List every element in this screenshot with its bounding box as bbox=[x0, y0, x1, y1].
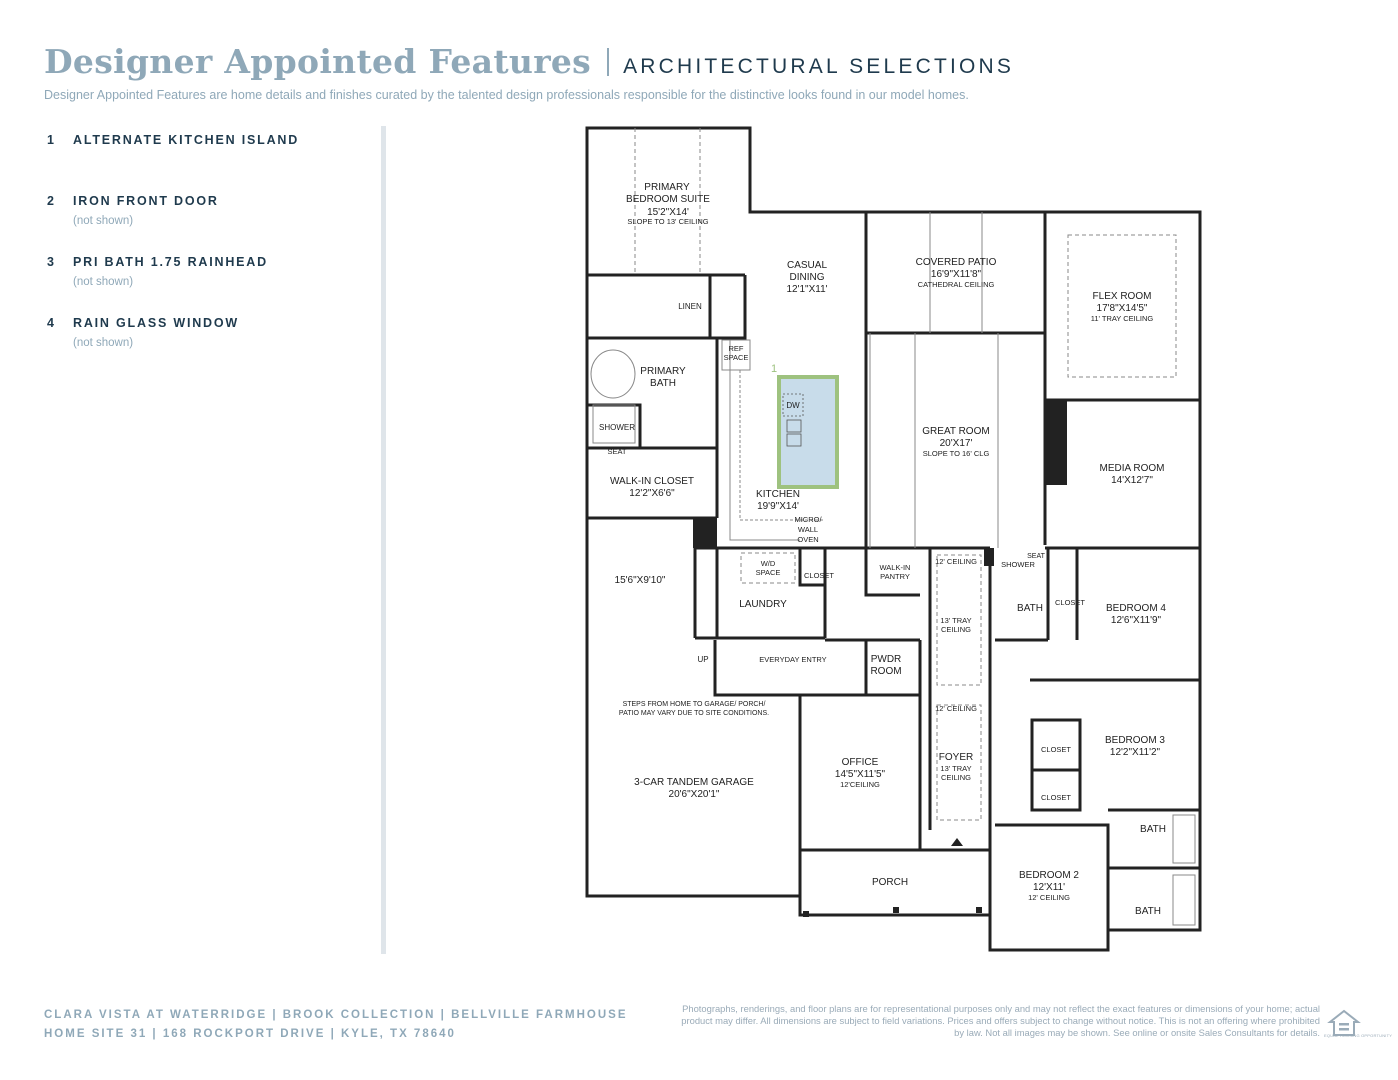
label: CEILING bbox=[940, 773, 972, 782]
feature-number: 3 bbox=[47, 255, 56, 269]
label: UP bbox=[697, 655, 709, 664]
room-name: BATH bbox=[1017, 603, 1043, 614]
room-dims: 12'X11' bbox=[1033, 882, 1065, 893]
footer-homesite: HOME SITE 31 | 168 ROCKPORT DRIVE | KYLE, TX 78640 bbox=[44, 1028, 456, 1040]
room-name: ROOM bbox=[870, 666, 902, 677]
label: SHOWER bbox=[599, 423, 635, 432]
page-title: Designer Appointed Features bbox=[44, 42, 592, 81]
feature-number: 4 bbox=[47, 316, 56, 330]
room-name: BATH bbox=[1140, 824, 1166, 835]
room-name: BEDROOM 2 bbox=[1018, 870, 1080, 881]
room-name: CLOSET bbox=[1040, 793, 1072, 802]
room-name: LINEN bbox=[678, 302, 702, 311]
room-name: PRIMARY bbox=[644, 182, 690, 193]
page-subtitle: ARCHITECTURAL SELECTIONS bbox=[623, 55, 1015, 78]
room-dims: 17'8"X14'5" bbox=[1096, 303, 1148, 314]
room-name: KITCHEN bbox=[756, 489, 800, 500]
room-note: 11' TRAY CEILING bbox=[1090, 314, 1154, 323]
feature-label: PRI BATH 1.75 RAINHEAD bbox=[73, 255, 268, 269]
room-name: PORCH bbox=[871, 877, 909, 888]
label: 12' CEILING bbox=[935, 557, 977, 566]
room-name: BEDROOM 3 bbox=[1104, 735, 1166, 746]
label: MICRO/ bbox=[794, 515, 822, 524]
room-name: CLOSET bbox=[1054, 598, 1086, 607]
label: OVEN bbox=[797, 535, 819, 544]
room-name: GREAT ROOM bbox=[922, 426, 990, 437]
footer-disclaimer: Photographs, renderings, and floor plans are for representational purposes only and may not reflect the exact features or dimensions of your home; actual product may differ. All dimensions are subject to field variations. Prices and offers subject to change without notice. This is not an offering where prohibited by law. Not all images may be shown. See online or onsite Sales Consultants for details. bbox=[681, 1003, 1320, 1038]
room-note: 12'CEILING bbox=[840, 780, 880, 789]
room-name: BATH bbox=[650, 378, 676, 389]
room-dims: 15'6"X9'10" bbox=[614, 575, 666, 586]
label: WALK-IN bbox=[879, 563, 911, 572]
room-dims: 19'9"X14' bbox=[757, 501, 799, 512]
feature-number: 2 bbox=[47, 194, 56, 208]
room-name: PRIMARY bbox=[640, 366, 686, 377]
room-dims: 14'X12'7" bbox=[1111, 475, 1153, 486]
footer-community: CLARA VISTA AT WATERRIDGE | BROOK COLLECTION | BELLVILLE FARMHOUSE bbox=[44, 1009, 628, 1021]
feature-label: ALTERNATE KITCHEN ISLAND bbox=[73, 133, 300, 147]
room-name: 3-CAR TANDEM GARAGE bbox=[634, 777, 754, 788]
feature-number: 1 bbox=[47, 133, 56, 147]
room-name: PWDR bbox=[870, 654, 902, 665]
note-text: PATIO MAY VARY DUE TO SITE CONDITIONS. bbox=[618, 710, 770, 717]
label: 13' TRAY bbox=[940, 616, 972, 625]
feature-note: (not shown) bbox=[73, 337, 134, 349]
feature-note: (not shown) bbox=[73, 215, 134, 227]
room-dims: 12'6"X11'9" bbox=[1110, 615, 1162, 626]
feature-note: (not shown) bbox=[73, 276, 134, 288]
room-name: LAUNDRY bbox=[739, 599, 787, 610]
room-name: CLOSET bbox=[1040, 745, 1072, 754]
intro-text: Designer Appointed Features are home details and finishes curated by the talented design professionals responsible for the distinctive looks found in our model homes. bbox=[44, 88, 969, 102]
room-name: DINING bbox=[789, 272, 825, 283]
label: 12' CEILING bbox=[935, 704, 977, 713]
room-name: FOYER bbox=[938, 752, 974, 763]
note-text: STEPS FROM HOME TO GARAGE/ PORCH/ bbox=[622, 701, 766, 708]
room-dims: 12'2"X6'6" bbox=[629, 488, 675, 499]
label: PANTRY bbox=[880, 572, 910, 581]
room-name: WALK-IN CLOSET bbox=[609, 476, 695, 487]
label: WALL bbox=[797, 525, 819, 534]
room-dims: 15'2"X14' bbox=[647, 207, 689, 218]
room-name: OFFICE bbox=[841, 757, 879, 768]
room-dims: 14'5"X11'5" bbox=[834, 769, 886, 780]
room-dims: 20'X17' bbox=[939, 438, 973, 449]
label: SEAT bbox=[607, 447, 627, 456]
room-note: CATHEDRAL CEILING bbox=[917, 280, 995, 289]
label: REF bbox=[728, 344, 744, 353]
label: SPACE bbox=[755, 568, 781, 577]
room-name: BEDROOM 4 bbox=[1105, 603, 1167, 614]
room-dims: 20'6"X20'1" bbox=[668, 789, 720, 800]
label: DW bbox=[786, 401, 800, 410]
room-dims: 12'2"X11'2" bbox=[1109, 747, 1161, 758]
callout-number: 1 bbox=[771, 363, 778, 375]
room-name: CASUAL bbox=[786, 260, 828, 271]
label: EVERYDAY ENTRY bbox=[759, 655, 827, 664]
feature-label: IRON FRONT DOOR bbox=[73, 194, 219, 208]
room-name: BATH bbox=[1135, 906, 1161, 917]
room-dims: 16'9"X11'8" bbox=[930, 269, 982, 280]
label: W/D bbox=[760, 559, 776, 568]
room-name: FLEX ROOM bbox=[1092, 291, 1152, 302]
room-note: 12' CEILING bbox=[1028, 893, 1070, 902]
room-name: CLOSET bbox=[803, 571, 835, 580]
feature-label: RAIN GLASS WINDOW bbox=[73, 316, 240, 330]
footer-address bbox=[44, 1006, 628, 1044]
room-name: MEDIA ROOM bbox=[1099, 463, 1165, 474]
label: 13' TRAY bbox=[940, 764, 972, 773]
room-dims: 12'1"X11' bbox=[786, 284, 828, 295]
label: CEILING bbox=[940, 625, 972, 634]
room-note: SLOPE TO 16' CLG bbox=[922, 449, 990, 458]
equal-housing-text: EQUAL HOUSING OPPORTUNITY bbox=[1324, 1033, 1393, 1038]
room-name: COVERED PATIO bbox=[915, 257, 997, 268]
room-note: SLOPE TO 13' CEILING bbox=[627, 217, 709, 226]
label: SEAT bbox=[1027, 553, 1045, 560]
label: SHOWER bbox=[1001, 560, 1035, 569]
label: SPACE bbox=[723, 353, 749, 362]
room-name: BEDROOM SUITE bbox=[626, 194, 710, 205]
